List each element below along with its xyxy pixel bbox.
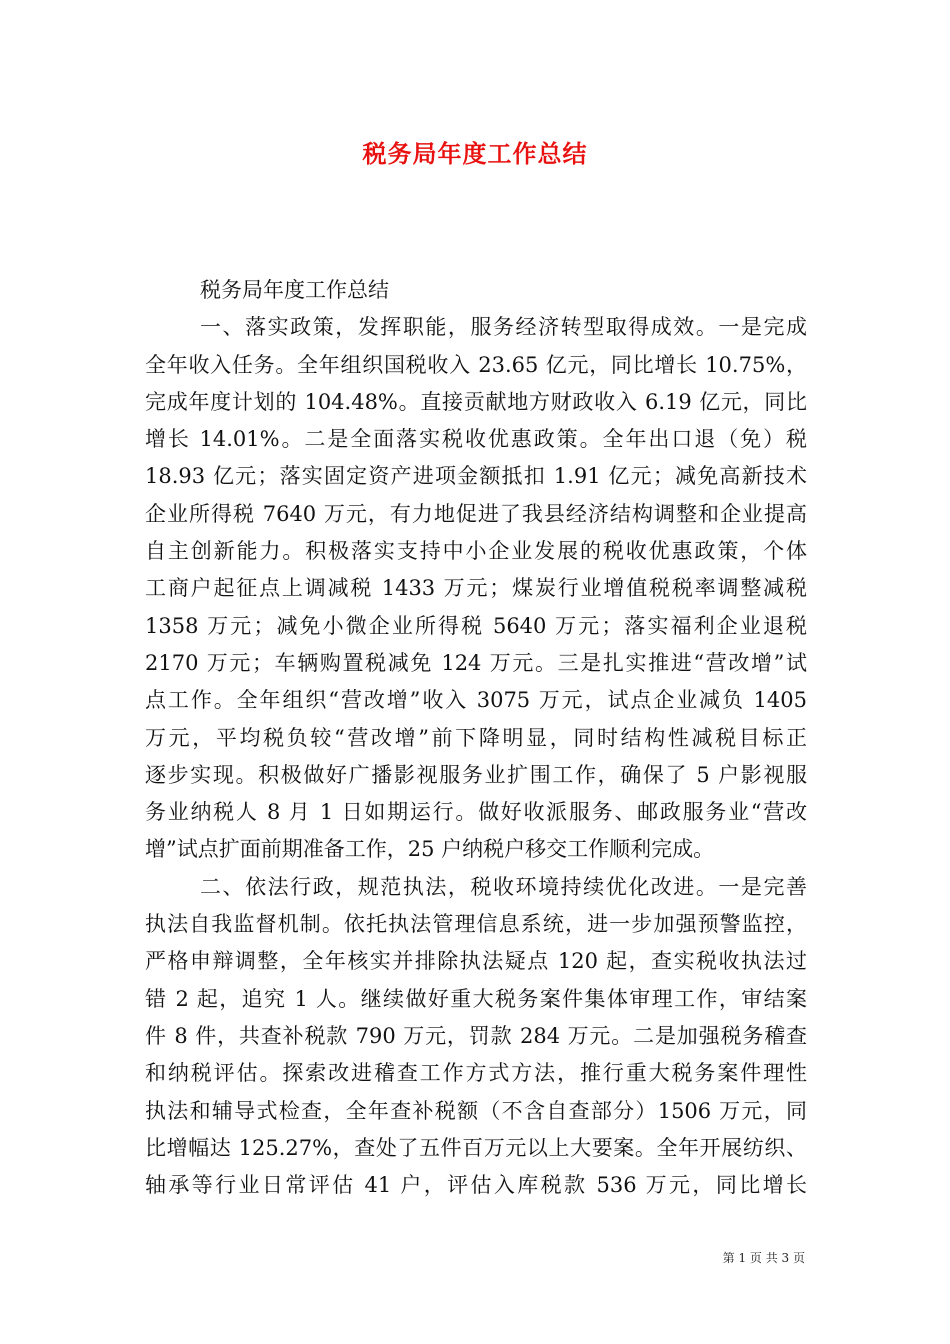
paragraph-line: 点工作。全年组织“营改增”收入 3075 万元，试点企业减负 1405 [145,688,807,713]
paragraph-line: 万元，平均税负较“营改增”前下降明显，同时结构性减税目标正 [145,725,807,750]
paragraph-line: 件 8 件，共查补税款 790 万元，罚款 284 万元。二是加强税务稽查 [145,1023,807,1048]
paragraph-line: 和纳税评估。探索改进稽查工作方式方法，推行重大税务案件理性 [145,1061,807,1086]
paragraph-line: 执法自我监督机制。依托执法管理信息系统，进一步加强预警监控， [145,912,807,937]
paragraph-line: 轴承等行业日常评估 41 户，评估入库税款 536 万元，同比增长 [145,1173,807,1198]
paragraph-line: 全年收入任务。全年组织国税收入 23.65 亿元，同比增长 10.75%， [145,352,807,377]
paragraph-line: 严格申辩调整，全年核实并排除执法疑点 120 起，查实税收执法过 [145,949,807,974]
document-title: 税务局年度工作总结 [362,139,588,168]
paragraph-line: 错 2 起，追究 1 人。继续做好重大税务案件集体审理工作，审结案 [145,986,807,1011]
paragraph-line: 2170 万元；车辆购置税减免 124 万元。三是扎实推进“营改增”试 [145,650,807,675]
page-number: 第 1 页 共 3 页 [722,1251,805,1265]
document-body [145,272,807,1204]
paragraph-line: 完成年度计划的 104.48%。直接贡献地方财政收入 6.19 亿元，同比 [145,389,807,414]
paragraph-line: 增长 14.01%。二是全面落实税收优惠政策。全年出口退（免）税 [145,427,807,452]
paragraph-line: 增”试点扩面前期准备工作，25 户纳税户移交工作顺利完成。 [145,837,715,862]
paragraph-line: 执法和辅导式检查，全年查补税额（不含自查部分）1506 万元，同 [145,1098,807,1123]
paragraph-line: 企业所得税 7640 万元，有力地促进了我县经济结构调整和企业提高 [145,501,807,526]
paragraph-line: 18.93 亿元；落实固定资产进项金额抵扣 1.91 亿元；减免高新技术 [145,464,807,489]
paragraph-line: 1358 万元；减免小微企业所得税 5640 万元；落实福利企业退税 [145,613,807,638]
paragraph-line: 比增幅达 125.27%，查处了五件百万元以上大要案。全年开展纺织、 [145,1135,807,1160]
subtitle-line: 税务局年度工作总结 [200,278,389,302]
paragraph-line: 工商户起征点上调减税 1433 万元；煤炭行业增值税税率调整减税 [145,576,807,601]
paragraph-line: 二、依法行政，规范执法，税收环境持续优化改进。一是完善 [200,874,807,899]
paragraph-line: 逐步实现。积极做好广播影视服务业扩围工作，确保了 5 户影视服 [145,762,807,787]
paragraph-line: 务业纳税人 8 月 1 日如期运行。做好收派服务、邮政服务业“营改 [145,800,807,825]
paragraph-line: 一、落实政策，发挥职能，服务经济转型取得成效。一是完成 [200,315,807,340]
paragraph-line: 自主创新能力。积极落实支持中小企业发展的税收优惠政策，个体 [145,539,807,564]
